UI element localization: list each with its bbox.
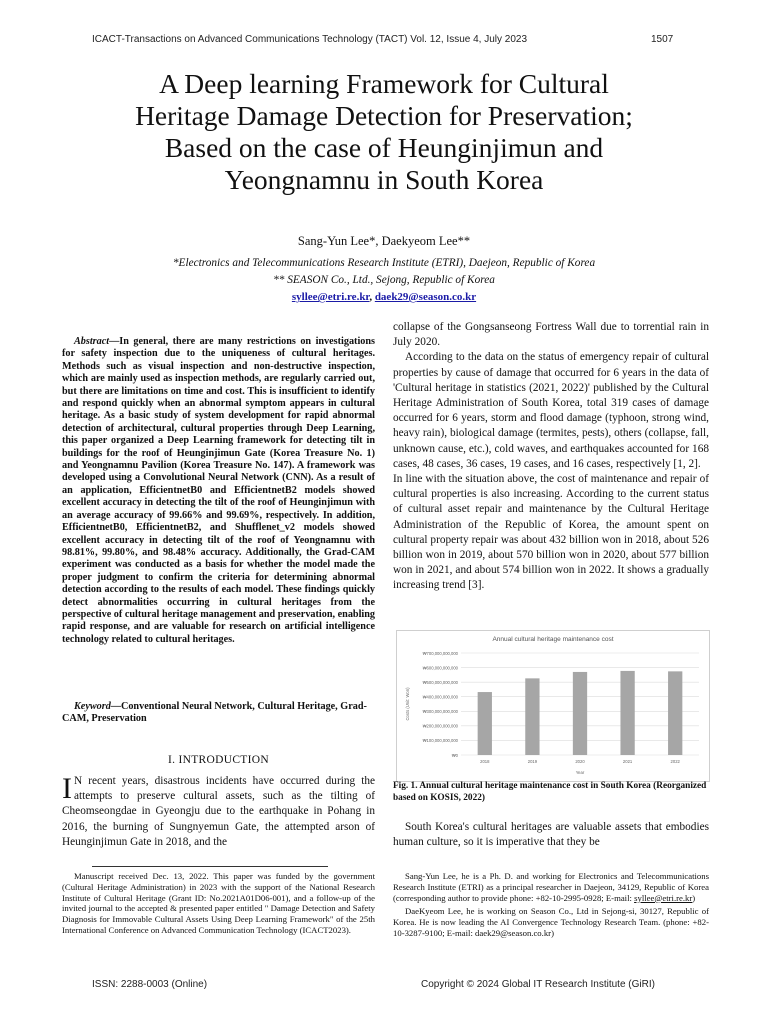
figure-1-caption: Fig. 1. Annual cultural heritage maintenance cost in South Korea (Reorganized based on KOSIS, 2022) [393, 781, 707, 803]
x-tick-label: 2020 [575, 759, 585, 764]
title-line-4: Yeongnamnu in South Korea [224, 164, 544, 195]
footer-issn: ISSN: 2288-0003 (Online) [92, 979, 208, 990]
abstract-text: —In general, there are many restrictions on investigations for safety inspection due to the uniqueness of cultural heritages. Methods such as visual inspection and non-destructive inspection, which are mainly used as inspection methods, are regularly carried out, but there are limitations on time and cost. This is insufficient to identify and respond quickly when an abnormal symptom appears in cultural heritage. As a basic study of system development for rapid abnormal detection of architectural, cultural properties through Deep Learning, this paper organized a Deep Learning framework for detecting tilt in buildings for the roof of Heunginjimun Gate (Korea Treasure No. 1) and Yeongnamnu Pavilion (Korea Treasure No. 147). A framework was developed using a Convolutional Neural Network (CNN). As a result of an application, EfficientnetB0 and EfficientnetB2 models showed excellent accuracy in detecting the tilt of the roof of Heunginjimun with an average accuracy of 99.66% and 99.69%, respectively. In addition, EfficientnetB0, EfficientnetB2, and Shufflenet_v2 models showed excellent accuracy in detecting tilt of the roof of Yeongnamnu with 98.81%, 99.80%, and 98.48% accuracy. Additionally, the Grad-CAM experiment was conducted as a basis for whether the model made the proper judgment to confirm the criteria for determining abnormal detection according to the results of each model. These findings quickly detect abnormalities occurring in cultural heritages from the perspective of cultural heritage management and preservation, enabling rapid response, and are valuable for research on artificial intelligence technology related to cultural heritages. [62, 336, 375, 645]
abstract [62, 336, 375, 646]
y-tick-label: ₩300,000,000,000 [422, 709, 458, 715]
bar [573, 672, 587, 755]
y-tick-label: ₩500,000,000,000 [422, 679, 458, 685]
x-tick-label: 2021 [622, 759, 633, 764]
y-tick-label: ₩200,000,000,000 [422, 723, 458, 729]
bar [478, 692, 492, 755]
y-tick-label: ₩700,000,000,000 [422, 650, 458, 656]
bio-1-end: ) [692, 892, 696, 903]
right-column-text [393, 320, 709, 594]
y-tick-label: ₩100,000,000,000 [422, 738, 458, 744]
page-number: 1507 [651, 34, 674, 45]
keywords-text: —Conventional Neural Network, Cultural Heritage, Grad-CAM, Preservation [62, 701, 367, 725]
paragraph-heritage-text: South Korea's cultural heritages are valuable assets that embodies human culture, so it is imperative that they be [393, 821, 709, 849]
title-line-2: Heritage Damage Detection for Preservation; [135, 100, 633, 131]
chart-title: Annual cultural heritage maintenance cost [492, 636, 614, 643]
bar [668, 671, 682, 755]
title-line-1: A Deep learning Framework for Cultural [159, 68, 609, 99]
figure-1-chart [396, 630, 710, 782]
intro-text: N recent years, disastrous incidents have occurred during the attempts to preserve cultural assets, such as the tilting of Cheomseongdae in Gyeongju due to the earthquake in Pohang in 2016, the burning of Sungnyemun Gate, the attempted arson of Heunginjimun Gate in 2018, and the [62, 775, 375, 848]
y-axis-label: Costs (Unit: Won) [405, 687, 410, 721]
author-names: Sang-Yun Lee*, Daekyeom Lee** [297, 234, 471, 248]
intro-paragraph [62, 774, 375, 850]
bio-1-text: Sang-Yun Lee, he is a Ph. D. and working for Electronics and Telecommunications Research Institute (ETRI) as a principal researcher in Daejeon, 34129, Republic of Korea (corresponding author to provide phone: +82-10-2995-0928; E-mail: [393, 871, 709, 903]
abstract-label: Abstract [74, 336, 110, 347]
drop-cap: I [62, 772, 72, 805]
bio-daekyeom-lee: DaeKyeom Lee, he is working on Season Co., Ltd in Sejong-si, 30127, Republic of Korea. He is now leading the AI Convergence Technology Research Team. (phone: +82-10-3287-9100; E-mail: daek29@season.co.kr) [393, 906, 709, 938]
email-link-1[interactable]: syllee@etri.re.kr [291, 291, 370, 303]
x-tick-label: 2019 [527, 759, 538, 764]
paragraph-heritage [393, 820, 709, 850]
bar [525, 678, 539, 755]
section-heading-introduction: I. INTRODUCTION [168, 754, 269, 766]
email-separator: , [369, 291, 375, 303]
affiliation-1: *Electronics and Telecommunications Research Institute (ETRI), Daejeon, Republic of Korea [172, 257, 596, 269]
author-emails [0, 291, 768, 303]
paragraph-continued: collapse of the Gongsanseong Fortress Wall due to torrential rain in July 2020. [393, 321, 709, 349]
x-tick-label: 2022 [670, 759, 680, 764]
footer-copyright: Copyright © 2024 Global IT Research Institute (GiRI) [421, 979, 655, 990]
footnote-left: Manuscript received Dec. 13, 2022. This paper was funded by the government (Cultural Heritage Administration) in 2023 with the support of the National Research Institute of Cultural Heritage (Grant ID: No.2021A01D06-001), and a follow-up of the invited journal to the accepted & presented paper entitled " Damage Detection and Safety Diagnosis for Immovable Cultural Assets Using Deep Learning Framework" of the 25th International Conference on Advanced Communication Technology (ICACT2023). [62, 871, 375, 935]
y-tick-label: ₩600,000,000,000 [422, 665, 458, 671]
footnote-rule-left [92, 866, 328, 867]
footnote-right [393, 871, 709, 939]
bar [620, 671, 634, 755]
bio-1-email[interactable]: syllee@etri.re.kr [634, 892, 693, 903]
keywords-label: Keyword [74, 701, 111, 712]
x-tick-label: 2018 [480, 759, 490, 764]
bar-chart [397, 631, 709, 781]
y-tick-label: ₩400,000,000,000 [422, 694, 458, 700]
email-link-2[interactable]: daek29@season.co.kr [374, 291, 477, 303]
paper-title [60, 68, 708, 196]
paragraph-damage-stats: According to the data on the status of emergency repair of cultural properties by cause of damage that occurred for 6 years in the data of 'Cultural heritage in statistics (2021, 2022)' published by the Cultural Heritage Administration of South Korea, total 319 cases of damage occurred for 6 years, storm and flood damage (typhoon, strong wind, heavy rain), biological damage (termites, pests), others (collapse, fall, unknown cause, etc.), cold waves, and earthquakes accounted for 168 cases, 48 cases, 36 cases, 19 cases, and 16 cases, respectively [1, 2]. [393, 351, 709, 470]
title-line-3: Based on the case of Heunginjimun and [164, 132, 604, 163]
bio-sang-yun-lee [393, 871, 709, 903]
x-axis-label: Year [575, 770, 585, 775]
affiliation-2: ** SEASON Co., Ltd., Sejong, Republic of Korea [273, 274, 495, 286]
paragraph-maintenance-cost: In line with the situation above, the cost of maintenance and repair of cultural properties is also increasing. According to the current status of cultural asset repair and maintenance by the Cultural Heritage Administration of the Republic of Korea, the amount spent on cultural property repair was about 432 billion won in 2018, about 526 billion won in 2019, about 570 billion won in 2020, about 577 billion won in 2021, and about 574 billion won in 2022. It shows a gradually increasing trend [3]. [393, 473, 709, 592]
journal-header: ICACT-Transactions on Advanced Communications Technology (TACT) Vol. 12, Issue 4, July 2023 [92, 34, 528, 45]
keywords [62, 701, 375, 726]
y-tick-label: ₩0 [451, 752, 458, 758]
